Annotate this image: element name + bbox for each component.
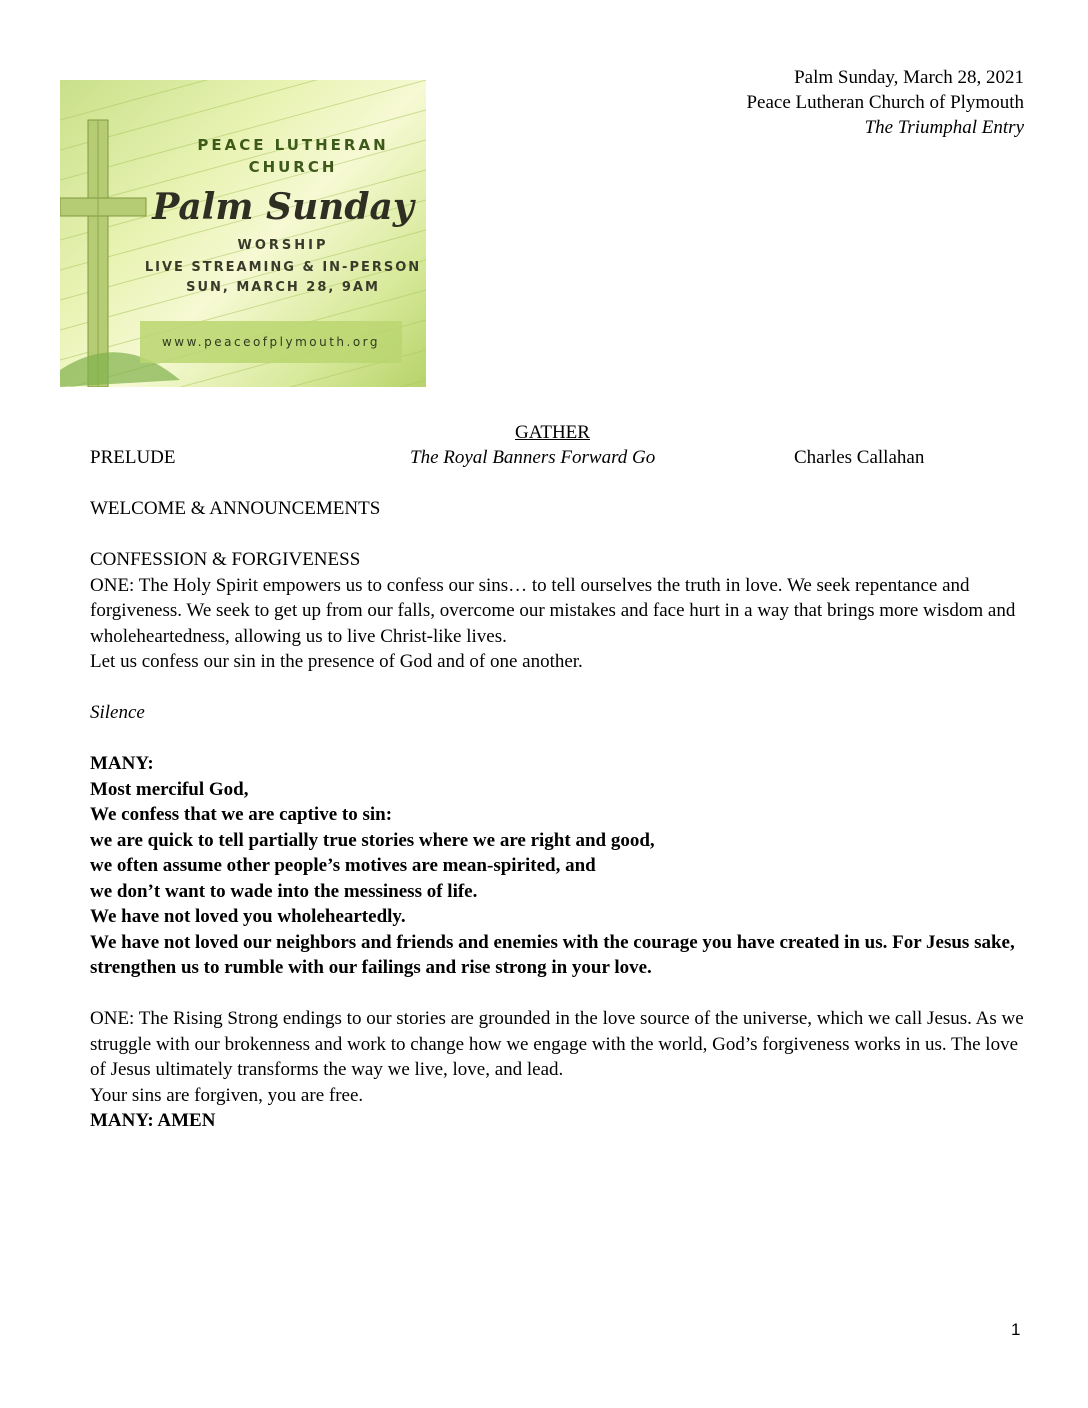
many-line: we are quick to tell partially true stories where we are right and good, [90, 829, 655, 851]
banner-title: Palm Sunday [152, 186, 414, 228]
welcome-heading: WELCOME & ANNOUNCEMENTS [90, 498, 381, 519]
liturgy-content [90, 496, 1030, 1134]
many-line: we often assume other people’s motives are mean-spirited, and [90, 855, 596, 876]
absolution-text: ONE: The Rising Strong endings to our stories are grounded in the love source of the universe, which we call Jesus. As we struggle with our brokenness and work to change how we engage with the world, God’s forgiveness works in us. The love of Jesus ultimately transforms the way we live, love, and lead. [90, 1008, 1024, 1080]
palm-sunday-banner [60, 80, 426, 387]
confession-heading: CONFESSION & FORGIVENESS [90, 549, 361, 570]
many-line: We have not loved you wholeheartedly. [90, 906, 406, 927]
many-line: We confess that we are captive to sin: [90, 804, 393, 825]
section-heading-gather: GATHER [515, 422, 590, 443]
many-label: MANY: [90, 753, 154, 774]
silence-rubric: Silence [90, 702, 145, 723]
confession-invitation: Let us confess our sin in the presence of God and of one another. [90, 651, 583, 672]
many-line: we don’t want to wade into the messiness of life. [90, 880, 478, 902]
header-church: Peace Lutheran Church of Plymouth [746, 92, 1024, 113]
prelude-composer: Charles Callahan [794, 447, 925, 468]
prelude-label: PRELUDE [90, 447, 176, 468]
confession-one-text: ONE: The Holy Spirit empowers us to confess our sins… to tell ourselves the truth in love. We seek repentance and forgiveness. We seek to get up from our falls, overcome our mistakes and face hurt in a way that brings more wisdom and wholeheartedness, allowing us to live Christ-like lives. [90, 574, 1016, 647]
banner-url: www.peaceofplymouth.org [140, 321, 402, 363]
banner-streaming: LIVE STREAMING & IN-PERSON [144, 260, 422, 275]
banner-date-time: SUN, MARCH 28, 9AM [186, 280, 380, 295]
prelude-title: The Royal Banners Forward Go [410, 447, 656, 468]
many-line: We have not loved our neighbors and friends and enemies with the courage you have created in us. For Jesus sake, strengthen us to rumble with our failings and rise strong in your love. [90, 931, 1015, 978]
banner-church-name: PEACE LUTHERAN CHURCH [197, 136, 389, 176]
forgiven-text: Your sins are forgiven, you are free. [90, 1084, 364, 1106]
amen-response: MANY: AMEN [90, 1110, 216, 1131]
page-number: 1 [1011, 1320, 1021, 1339]
many-line: Most merciful God, [90, 778, 249, 800]
header-date: Palm Sunday, March 28, 2021 [794, 67, 1024, 88]
header-theme: The Triumphal Entry [864, 117, 1024, 138]
banner-worship: WORSHIP [237, 238, 329, 253]
